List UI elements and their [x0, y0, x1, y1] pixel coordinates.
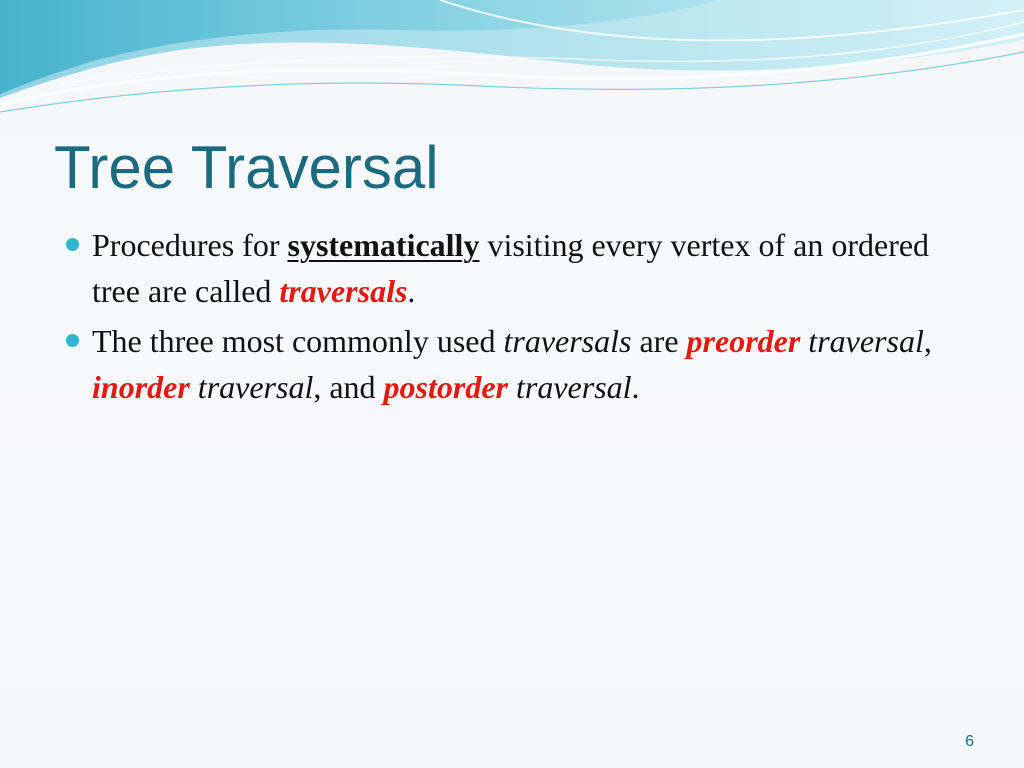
- bullet-item-1: [64, 222, 964, 314]
- bullet-2-italic-traversals: traversals: [503, 323, 632, 359]
- bullet-marker-icon: [66, 334, 79, 347]
- bullet-2-space-3: [508, 369, 516, 405]
- slide-number: 6: [965, 733, 974, 750]
- bullet-2-text-2: are: [631, 323, 687, 359]
- bullet-2-period: .: [631, 369, 640, 405]
- bullet-1-emphasis-systematically: systematically: [287, 227, 480, 263]
- slide-title: Tree Traversal: [54, 134, 439, 201]
- bullet-2-italic-traversal-3: traversal: [516, 369, 632, 405]
- bullet-marker-icon: [66, 238, 79, 251]
- bullet-1-text-2: visiting every vertex of an ordered tree are called: [92, 227, 930, 309]
- bullet-2-highlight-preorder: preorder: [686, 323, 801, 359]
- bullet-1-text-1: Procedures for: [92, 227, 288, 263]
- bullet-1-text-3: .: [407, 273, 416, 309]
- bullet-2-text-1: The three most commonly used: [92, 323, 504, 359]
- bullet-item-2: [64, 318, 964, 410]
- bullet-2-highlight-inorder: inorder: [92, 369, 190, 405]
- bullet-2-and: , and: [313, 369, 384, 405]
- bullet-1-highlight-traversals: traversals: [279, 273, 408, 309]
- bullet-2-italic-traversal-1: traversal: [808, 323, 924, 359]
- bullet-2-comma-1: ,: [923, 323, 932, 359]
- wave-header-decoration: [0, 0, 1024, 130]
- bullet-2-highlight-postorder: postorder: [383, 369, 508, 405]
- bullet-2-space-2: [190, 369, 198, 405]
- bullet-2-italic-traversal-2: traversal: [197, 369, 314, 405]
- bullet-list: [64, 222, 964, 414]
